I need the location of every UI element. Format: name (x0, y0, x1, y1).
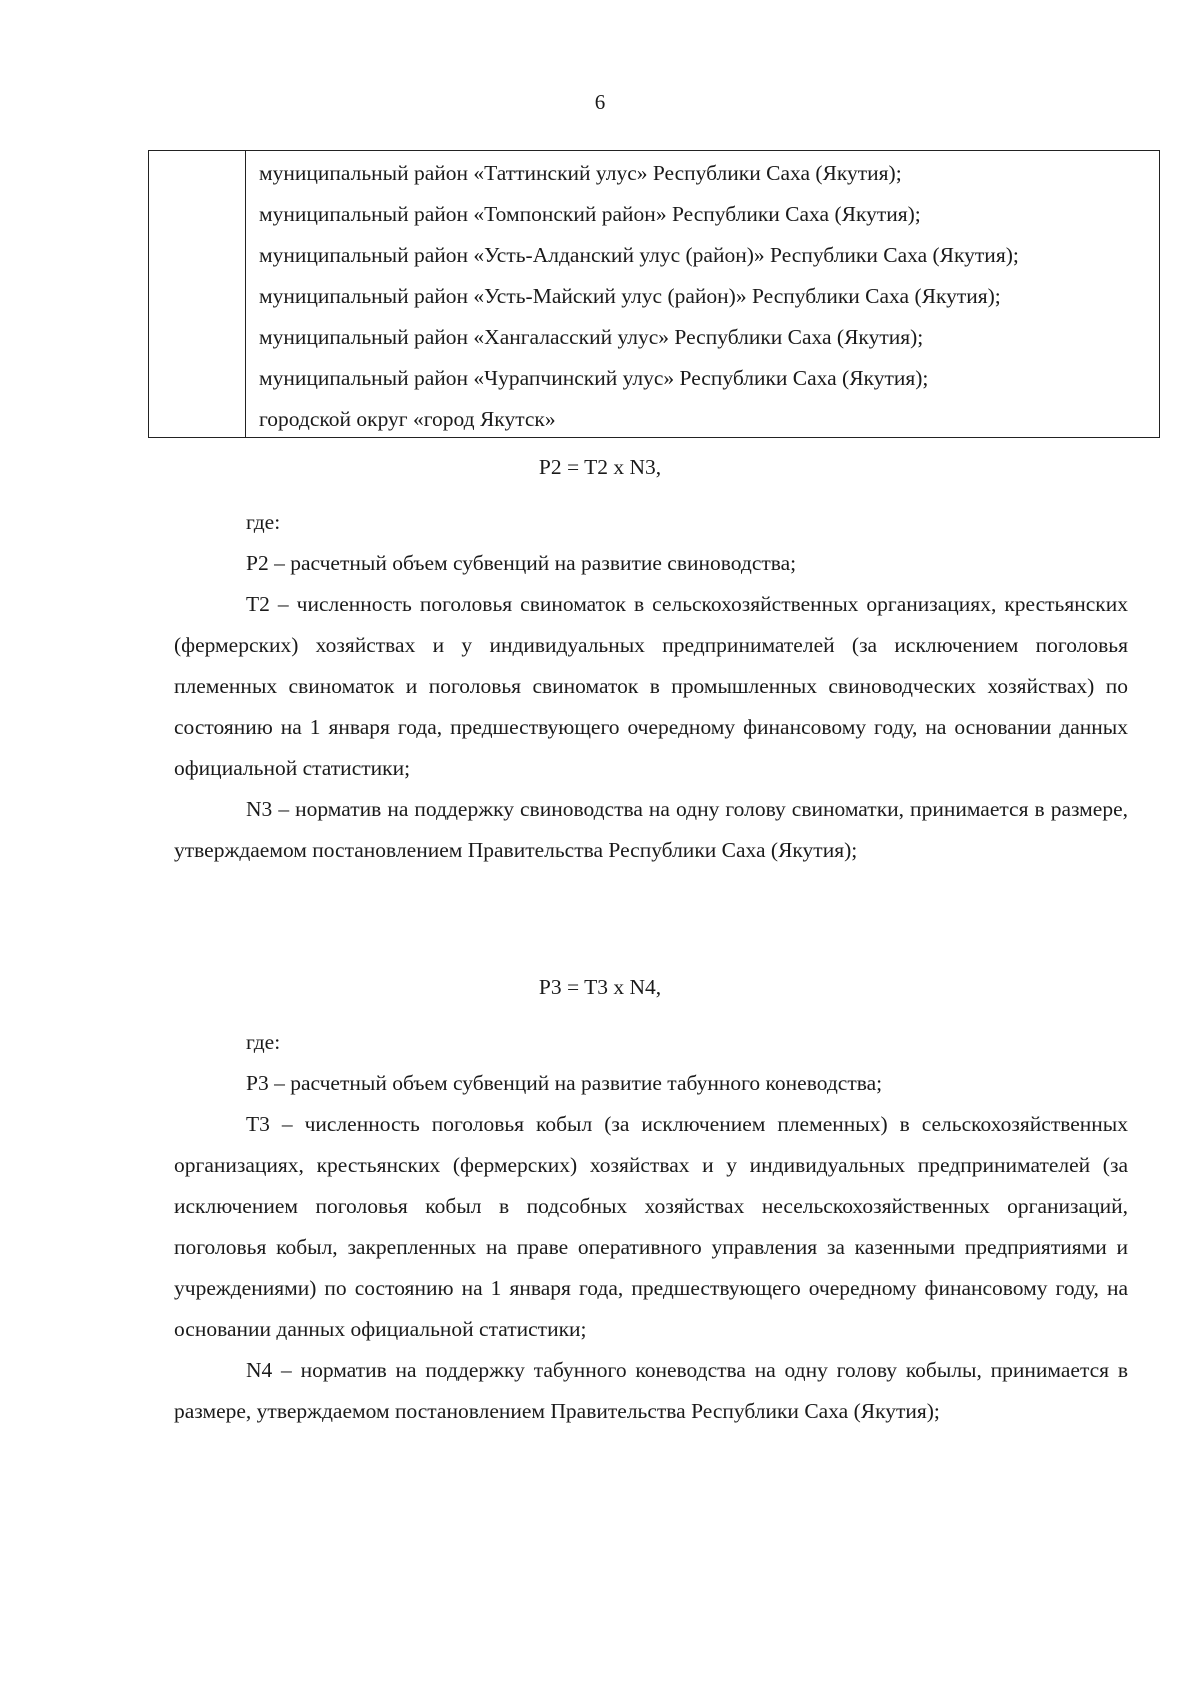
district-item: городской округ «город Якутск» (259, 407, 556, 431)
district-table (148, 150, 1160, 438)
section-p2-definitions (174, 502, 1128, 871)
where-label: где: (246, 1030, 281, 1054)
n3-definition: N3 – норматив на поддержку свиноводства на одну голову свиноматки, принимается в размере, утверждаемом постановлением Правительства Республики Саха (Якутия); (174, 797, 1128, 862)
section-p3-definitions (174, 1022, 1128, 1432)
p2-definition: P2 – расчетный объем субвенций на развитие свиноводства; (246, 551, 797, 575)
t3-definition: T3 – численность поголовья кобыл (за исключением племенных) в сельскохозяйственных организациях, крестьянских (фермерских) хозяйствах и у индивидуальных предпринимателей (за исключением поголовья кобыл в подсобных хозяйствах несельскохозяйственных организаций, поголовья кобыл, закрепленных на праве оперативного управления за казенными предприятиями и учреждениями) по состоянию на 1 января года, предшествующего очередному финансовому году, на основании данных официальной статистики; (174, 1112, 1128, 1341)
formula-p3: P3 = T3 x N4, (538, 975, 662, 999)
district-item: муниципальный район «Усть-Майский улус (район)» Республики Саха (Якутия); (259, 284, 1001, 308)
page-number: 6 (594, 90, 606, 114)
district-item: муниципальный район «Усть-Алданский улус (район)» Республики Саха (Якутия); (259, 243, 1019, 267)
district-item: муниципальный район «Томпонский район» Республики Саха (Якутия); (259, 202, 921, 226)
t2-definition: T2 – численность поголовья свиноматок в сельскохозяйственных организациях, крестьянских (фермерских) хозяйствах и у индивидуальных предпринимателей (за исключением поголовья племенных свиноматок и поголовья свиноматок в промышленных свиноводческих хозяйствах) по состоянию на 1 января года, предшествующего очередному финансовому году, на основании данных официальной статистики; (174, 592, 1128, 780)
district-item: муниципальный район «Чурапчинский улус» Республики Саха (Якутия); (259, 366, 929, 390)
formula-p2: P2 = T2 x N3, (538, 455, 662, 479)
district-list (259, 151, 1153, 440)
district-item: муниципальный район «Хангаласский улус» Республики Саха (Якутия); (259, 325, 924, 349)
table-empty-column (149, 151, 246, 437)
p3-definition: P3 – расчетный объем субвенций на развитие табунного коневодства; (246, 1071, 883, 1095)
where-label: где: (246, 510, 281, 534)
district-item: муниципальный район «Таттинский улус» Республики Саха (Якутия); (259, 161, 902, 185)
n4-definition: N4 – норматив на поддержку табунного коневодства на одну голову кобылы, принимается в размере, утверждаемом постановлением Правительства Республики Саха (Якутия); (174, 1358, 1128, 1423)
